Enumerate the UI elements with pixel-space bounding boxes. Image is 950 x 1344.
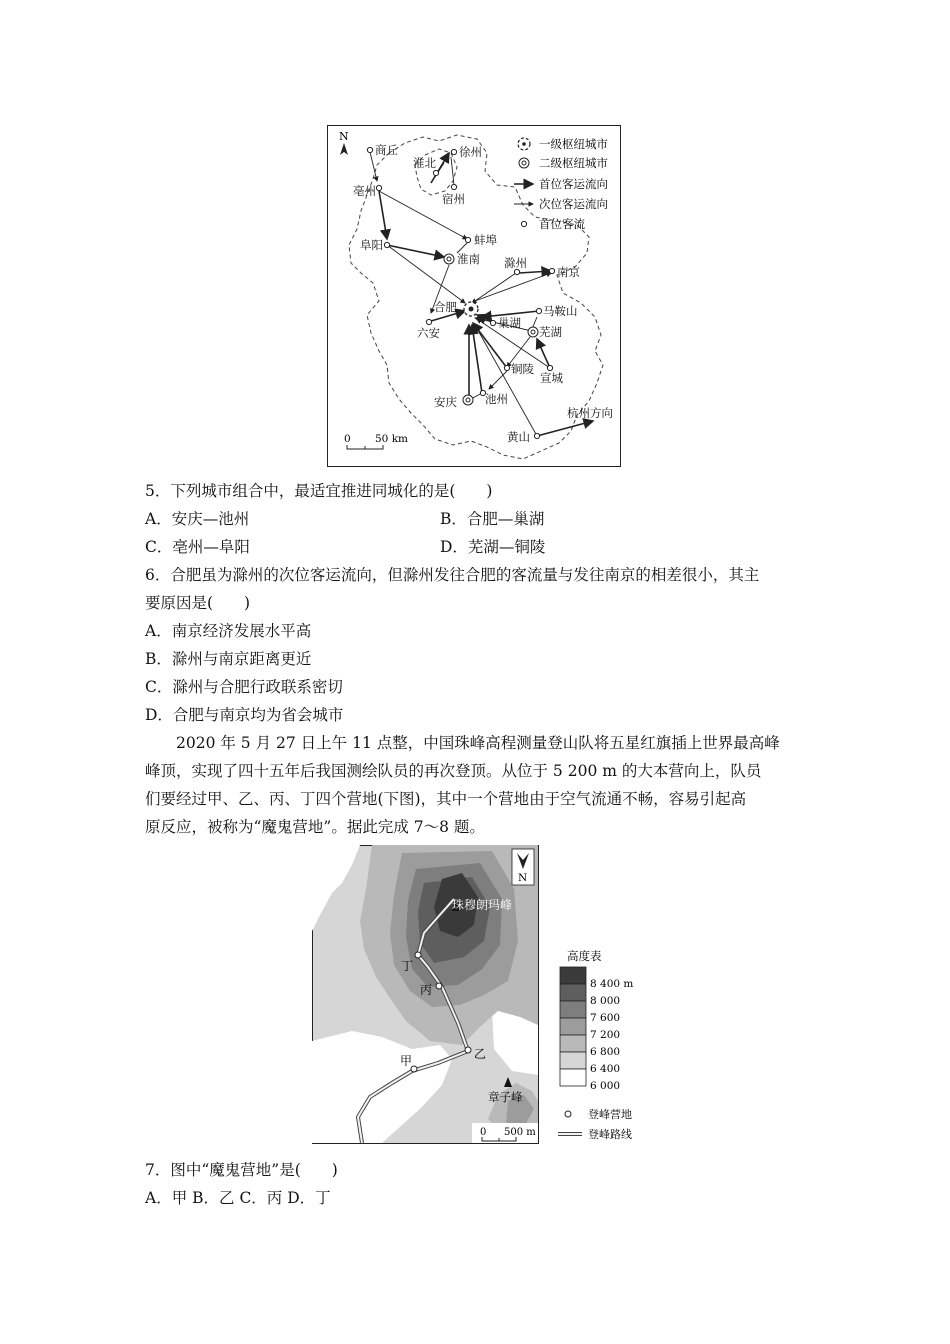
question-7-stem: 7．图中“魔鬼营地”是( ) [145, 1161, 338, 1179]
city-label: 淮北 [413, 156, 436, 170]
elevation-swatch [560, 1001, 586, 1018]
elevation-swatch [560, 967, 586, 984]
elevation-swatch [560, 984, 586, 1001]
city-label: 合肥 [434, 300, 457, 314]
camp-jia-label: 甲 [400, 1054, 413, 1068]
city-label: 商丘 [375, 143, 398, 157]
legend-label: 首位客运流向 [539, 177, 608, 191]
question-5-option-c: C．亳州—阜阳 [145, 538, 250, 556]
elevation-level-label: 6 000 [590, 1080, 621, 1092]
camp-ding-label: 丁 [401, 959, 414, 973]
question-6-option-b: B．滁州与南京距离更近 [145, 650, 312, 668]
passage-line-1: 2020 年 5 月 27 日上午 11 点整，中国珠峰高程测量登山队将五星红旗插上世界最高峰 [176, 734, 780, 752]
passage-line-4: 原反应，被称为“魔鬼营地”。据此完成 7～8 题。 [145, 818, 485, 836]
elevation-level-label: 6 800 [590, 1046, 621, 1058]
city-label: 池州 [485, 392, 508, 406]
svg-text:50 km: 50 km [375, 433, 409, 445]
passenger-flow-map [327, 125, 621, 467]
svg-text:N: N [339, 130, 349, 143]
question-5-option-a: A．安庆—池州 [145, 510, 250, 528]
changtse-peak-label: 章子峰 [488, 1090, 523, 1104]
city-label: 宣城 [540, 371, 563, 385]
city-label: 宿州 [442, 192, 465, 206]
elevation-swatch [560, 1052, 586, 1069]
legend-label: 首位客流 [539, 217, 585, 231]
legend-label: 次位客运流向 [539, 197, 608, 211]
city-label: 马鞍山 [543, 304, 578, 318]
city-label: 阜阳 [360, 238, 383, 252]
city-label: 亳州 [353, 184, 376, 198]
passage-line-3: 们要经过甲、乙、丙、丁四个营地(下图)，其中一个营地由于空气流通不畅，容易引起高 [145, 790, 747, 808]
camp-yi-label: 乙 [474, 1047, 487, 1061]
svg-text:N: N [518, 872, 528, 884]
elevation-legend-title: 高度表 [567, 949, 602, 963]
question-5-option-d: D．芜湖—铜陵 [440, 538, 546, 556]
question-7-options: A．甲 B．乙 C．丙 D．丁 [145, 1189, 331, 1207]
passage-line-2: 峰顶，实现了四十五年后我国测绘队员的再次登顶。从位于 5 200 m 的大本营向上，队员 [145, 762, 762, 780]
city-label: 蚌埠 [474, 233, 497, 247]
question-6-option-c: C．滁州与合肥行政联系密切 [145, 678, 343, 696]
city-label: 巢湖 [498, 316, 521, 330]
everest-peak-label: 珠穆朗玛峰 [452, 898, 513, 912]
elevation-swatch [560, 1018, 586, 1035]
city-label: 黄山 [507, 430, 530, 444]
elevation-level-label: 8 400 m [590, 978, 634, 990]
city-label: 南京 [557, 265, 580, 279]
city-label: 安庆 [434, 395, 457, 409]
question-6-stem-line1: 6．合肥虽为滁州的次位客运流向，但滁州发往合肥的客流量与发往南京的相差很小，其主 [145, 566, 760, 584]
svg-text:0: 0 [480, 1127, 487, 1138]
north-arrow-icon [512, 849, 534, 885]
city-label: 淮南 [457, 252, 480, 266]
city-label: 芜湖 [539, 325, 562, 339]
camp-legend-label: 登峰营地 [588, 1108, 632, 1121]
city-dot-icon [521, 221, 526, 226]
elevation-level-label: 7 600 [590, 1012, 621, 1024]
svg-text:0: 0 [344, 433, 351, 445]
elevation-level-label: 6 400 [590, 1063, 621, 1075]
camp-bing-label: 丙 [420, 983, 433, 997]
city-label: 铜陵 [511, 362, 534, 376]
route-legend-label: 登峰路线 [588, 1128, 632, 1141]
elevation-level-label: 7 200 [590, 1029, 621, 1041]
camp-legend-icon [565, 1111, 571, 1117]
svg-text:500 m: 500 m [504, 1127, 536, 1138]
question-6-option-d: D．合肥与南京均为省会城市 [145, 706, 344, 724]
elevation-legend [560, 949, 633, 1092]
city-label: 六安 [417, 326, 440, 340]
everest-topographic-map [312, 845, 652, 1145]
scale-bar [472, 1123, 538, 1143]
legend-label: 一级枢纽城市 [539, 137, 608, 151]
city-label: 杭州方向 [567, 406, 613, 420]
question-5-stem: 5．下列城市组合中，最适宜推进同城化的是( ) [145, 482, 493, 500]
elevation-level-label: 8 000 [590, 995, 621, 1007]
city-label: 徐州 [459, 145, 482, 159]
city-label: 滁州 [504, 256, 527, 270]
legend-label: 二级枢纽城市 [539, 156, 608, 170]
elevation-swatch [560, 1035, 586, 1052]
question-6-stem-line2: 要原因是( ) [145, 594, 251, 612]
question-6-option-a: A．南京经济发展水平高 [145, 622, 312, 640]
question-5-option-b: B．合肥—巢湖 [440, 510, 545, 528]
elevation-swatch [560, 1069, 586, 1086]
